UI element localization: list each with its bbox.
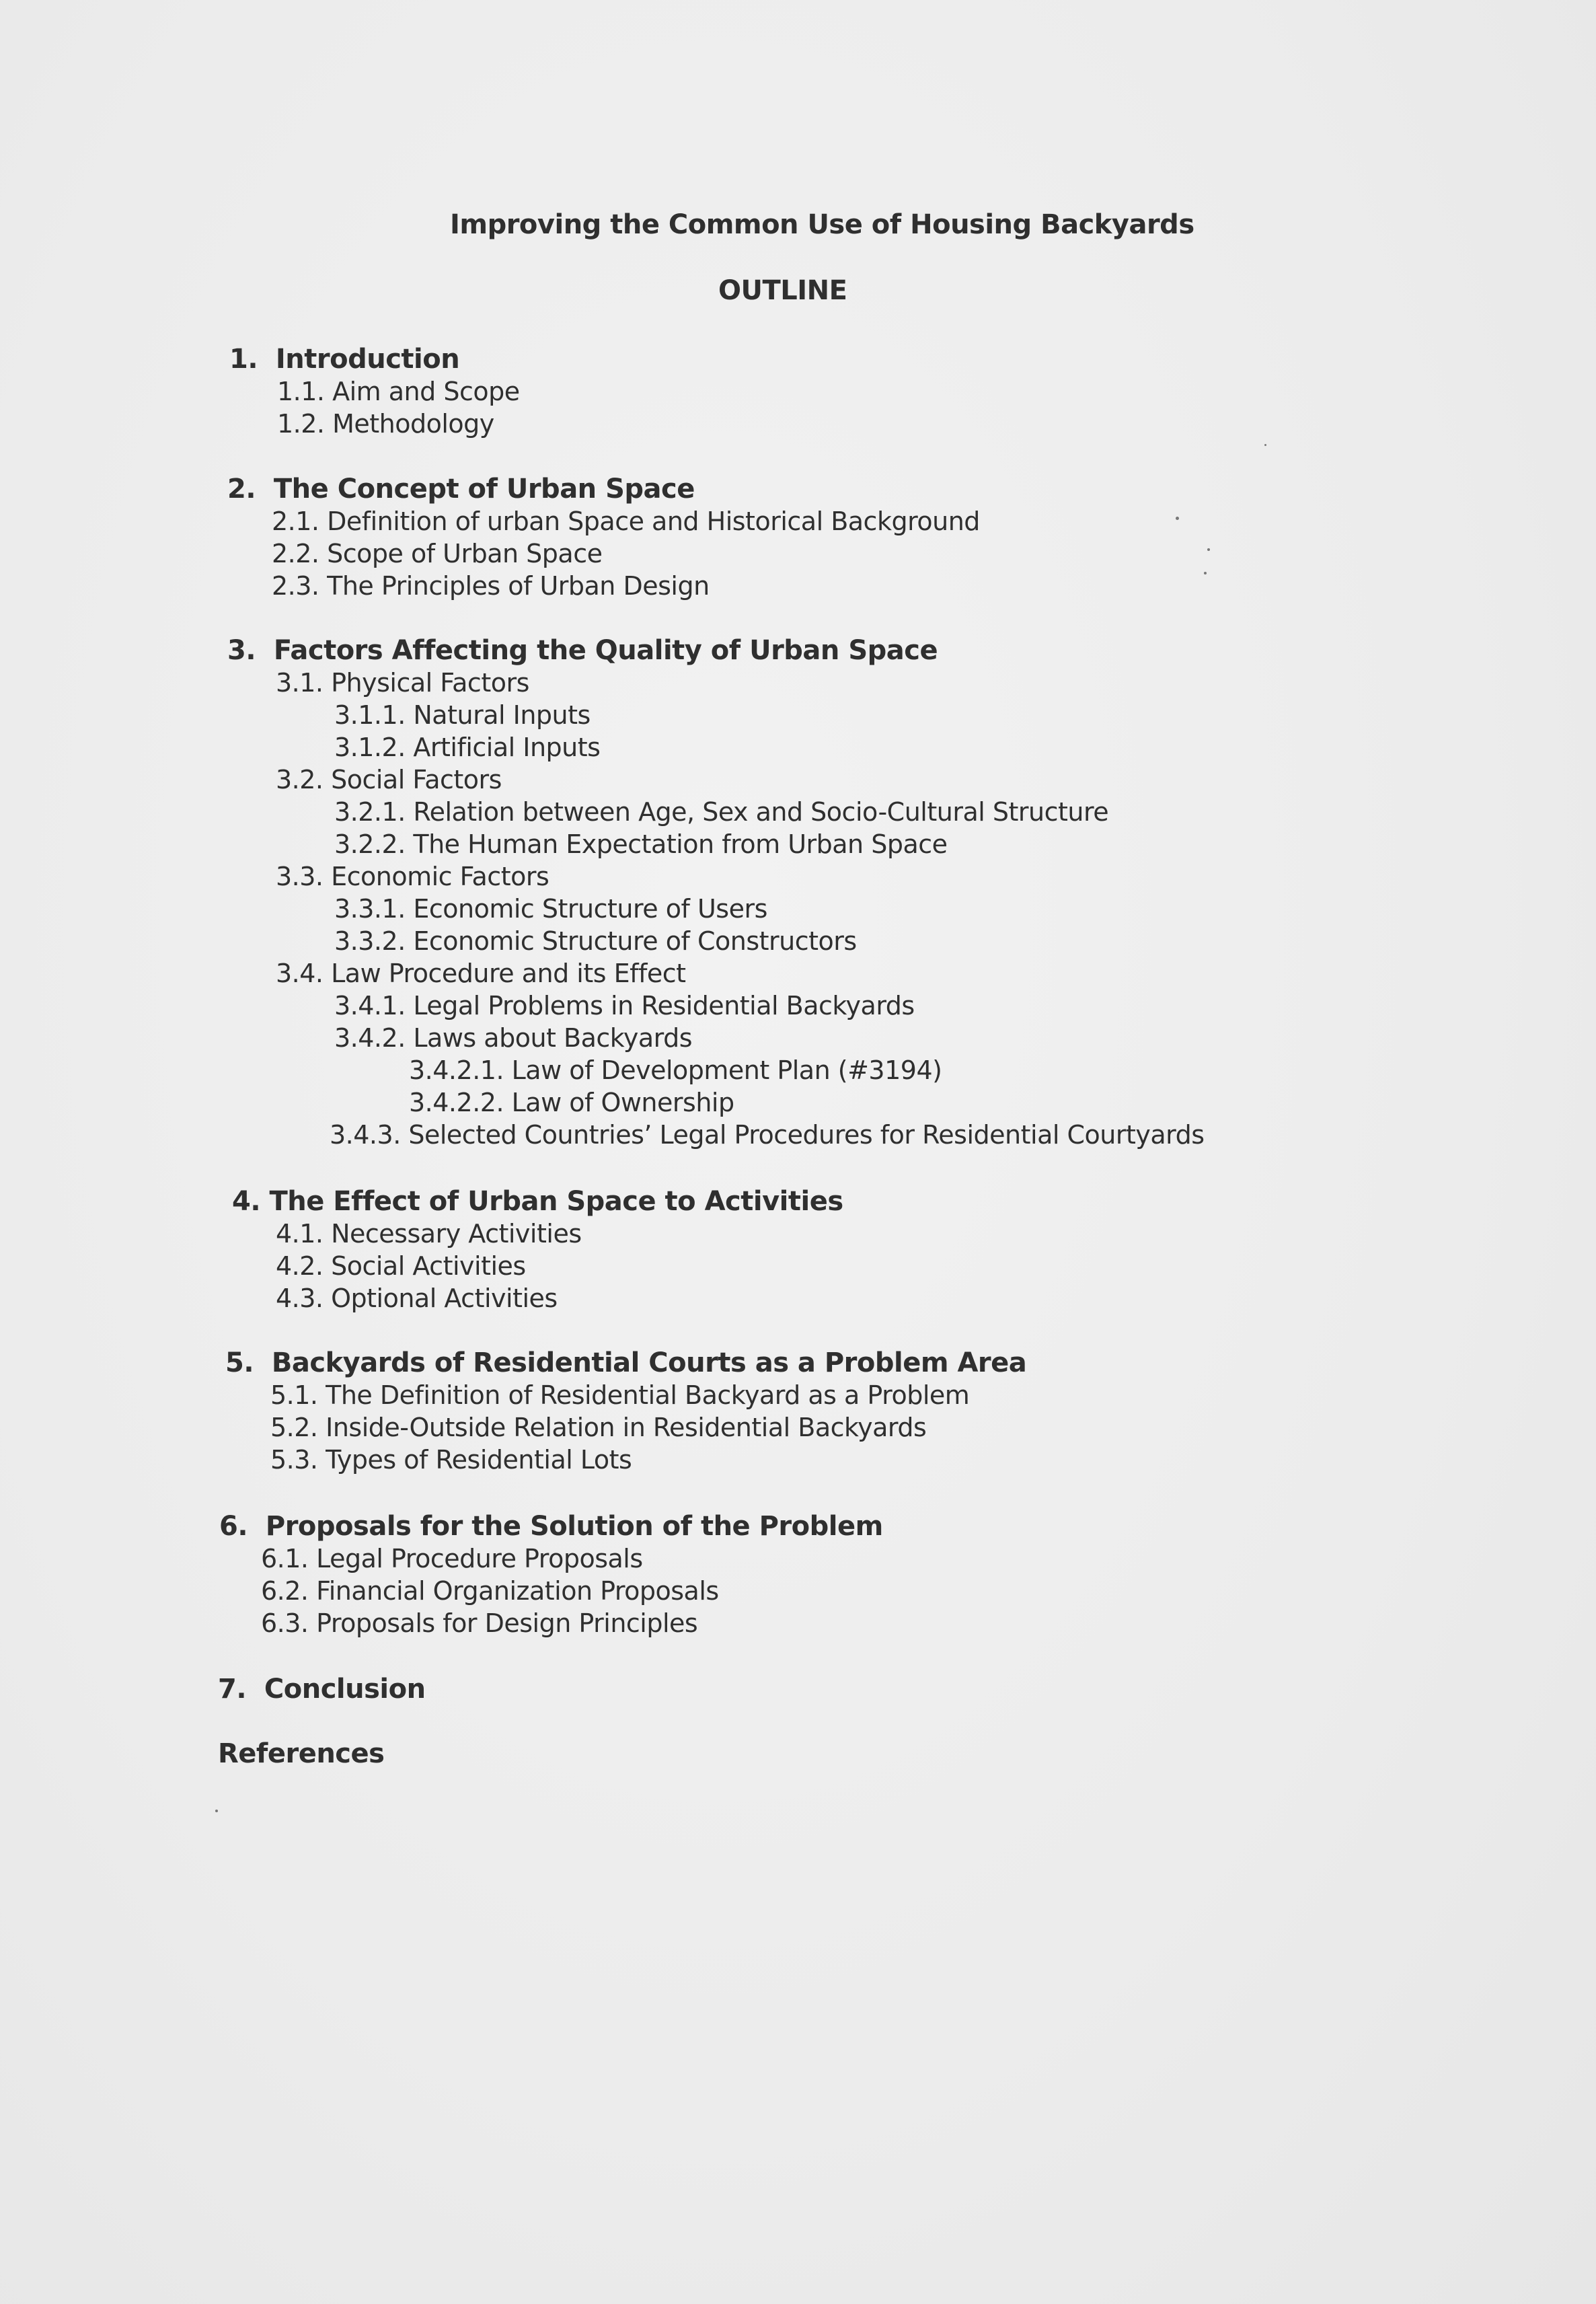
item-text: Optional Activities (331, 1284, 558, 1313)
outline-item (334, 990, 915, 1022)
outline-item (409, 1086, 734, 1119)
section-title: Backyards of Residential Courts as a Problem Area (271, 1347, 1027, 1378)
outline-item (276, 667, 529, 699)
outline-item (277, 408, 494, 440)
scan-speck (1176, 517, 1179, 520)
item-text: The Principles of Urban Design (327, 571, 710, 601)
item-number: 2.3. (272, 571, 319, 601)
section-number: 5. (225, 1347, 254, 1378)
outline-item (276, 1282, 558, 1314)
item-number: 6.1. (261, 1544, 309, 1573)
section-title: Introduction (275, 344, 460, 375)
item-number: 3.4.2.2. (409, 1088, 504, 1117)
section-title: The Concept of Urban Space (273, 474, 695, 505)
item-text: Laws about Backyards (413, 1023, 693, 1053)
item-text: Law Procedure and its Effect (331, 959, 686, 988)
item-text: Social Activities (331, 1251, 526, 1281)
item-number: 3.1. (276, 668, 324, 698)
scan-speck (215, 1810, 218, 1812)
outline-item (272, 505, 980, 537)
references-heading: References (218, 1738, 385, 1769)
item-text: Economic Structure of Constructors (413, 926, 857, 956)
item-number: 3.3.2. (334, 926, 406, 956)
item-text: Legal Procedure Proposals (316, 1544, 643, 1573)
item-text: Economic Structure of Users (413, 894, 767, 924)
item-number: 2.1. (272, 507, 319, 536)
outline-item (276, 957, 686, 990)
outline-item (334, 828, 948, 860)
item-text: Selected Countries’ Legal Procedures for Residential Courtyards (408, 1120, 1205, 1150)
item-number: 1.2. (277, 409, 325, 439)
outline-item (409, 1054, 942, 1086)
item-number: 3.2. (276, 765, 324, 794)
section-heading (225, 1347, 1026, 1379)
section-heading (218, 1673, 426, 1705)
outline-item (270, 1444, 632, 1476)
outline-item (270, 1411, 926, 1444)
outline-item (270, 1379, 969, 1411)
outline-item (276, 1218, 582, 1250)
item-text: Relation between Age, Sex and Socio-Cultural Structure (413, 797, 1109, 827)
item-number: 2.2. (272, 539, 319, 568)
item-number: 3.4.1. (334, 991, 406, 1020)
item-text: Natural Inputs (413, 700, 591, 730)
item-number: 5.1. (270, 1380, 318, 1410)
scan-speck (1264, 444, 1266, 446)
item-number: 3.4.2. (334, 1023, 406, 1053)
item-text: Social Factors (331, 765, 502, 794)
section-number: 2. (227, 474, 256, 505)
item-number: 3.2.2. (334, 829, 406, 859)
outline-item (261, 1543, 643, 1575)
item-text: Financial Organization Proposals (316, 1576, 719, 1606)
section-title: Factors Affecting the Quality of Urban Space (273, 635, 938, 666)
section-heading (227, 473, 695, 505)
outline-item (334, 893, 767, 925)
section-title: Proposals for the Solution of the Problem (265, 1511, 883, 1542)
item-number: 3.4.3. (330, 1120, 401, 1150)
outline-item (272, 537, 602, 570)
outline-item (261, 1575, 719, 1607)
item-number: 3.1.2. (334, 733, 406, 762)
item-number: 6.2. (261, 1576, 309, 1606)
item-text: Law of Development Plan (#3194) (511, 1055, 942, 1085)
item-number: 6.3. (261, 1608, 309, 1638)
outline-item (334, 796, 1108, 828)
item-number: 4.2. (276, 1251, 324, 1281)
item-text: Necessary Activities (331, 1219, 582, 1249)
item-number: 3.4.2.1. (409, 1055, 504, 1085)
item-number: 3.3. (276, 862, 324, 891)
section-heading (229, 343, 459, 375)
section-heading (232, 1185, 843, 1218)
section-number: 4. (232, 1186, 261, 1217)
outline-item (272, 570, 710, 602)
outline-item (276, 860, 549, 893)
outline-item (334, 925, 857, 957)
item-text: Legal Problems in Residential Backyards (413, 991, 915, 1020)
document-title: Improving the Common Use of Housing Backyards (450, 209, 1194, 240)
item-text: Inside-Outside Relation in Residential Backyards (326, 1413, 927, 1442)
item-text: The Definition of Residential Backyard as a Problem (326, 1380, 970, 1410)
item-text: Aim and Scope (332, 377, 520, 406)
outline-item (277, 375, 520, 408)
item-text: Methodology (332, 409, 494, 439)
section-number: 1. (229, 344, 258, 375)
item-number: 4.3. (276, 1284, 324, 1313)
outline-item (276, 1250, 526, 1282)
item-number: 5.2. (270, 1413, 318, 1442)
section-heading (219, 1510, 883, 1543)
outline-item (276, 764, 502, 796)
outline-item (334, 1022, 692, 1054)
outline-item (334, 699, 591, 731)
outline-item (330, 1119, 1205, 1151)
item-text: Physical Factors (331, 668, 529, 698)
item-text: Proposals for Design Principles (316, 1608, 698, 1638)
outline-item (261, 1607, 697, 1639)
item-number: 3.4. (276, 959, 324, 988)
item-number: 3.3.1. (334, 894, 406, 924)
section-title: The Effect of Urban Space to Activities (269, 1186, 843, 1217)
section-title: Conclusion (264, 1674, 426, 1705)
item-text: Definition of urban Space and Historical Background (327, 507, 980, 536)
outline-heading: OUTLINE (718, 275, 847, 306)
item-number: 5.3. (270, 1445, 318, 1475)
section-number: 6. (219, 1511, 248, 1542)
scan-speck (1204, 572, 1207, 574)
item-text: Types of Residential Lots (326, 1445, 632, 1475)
item-number: 1.1. (277, 377, 325, 406)
section-number: 3. (227, 635, 256, 666)
item-number: 3.1.1. (334, 700, 406, 730)
section-heading (227, 634, 938, 667)
scan-speck (1207, 548, 1210, 551)
item-text: Economic Factors (331, 862, 549, 891)
item-text: The Human Expectation from Urban Space (413, 829, 948, 859)
item-number: 4.1. (276, 1219, 324, 1249)
section-number: 7. (218, 1674, 247, 1705)
item-text: Law of Ownership (511, 1088, 734, 1117)
outline-item (334, 731, 600, 764)
item-number: 3.2.1. (334, 797, 406, 827)
item-text: Artificial Inputs (413, 733, 601, 762)
item-text: Scope of Urban Space (327, 539, 603, 568)
